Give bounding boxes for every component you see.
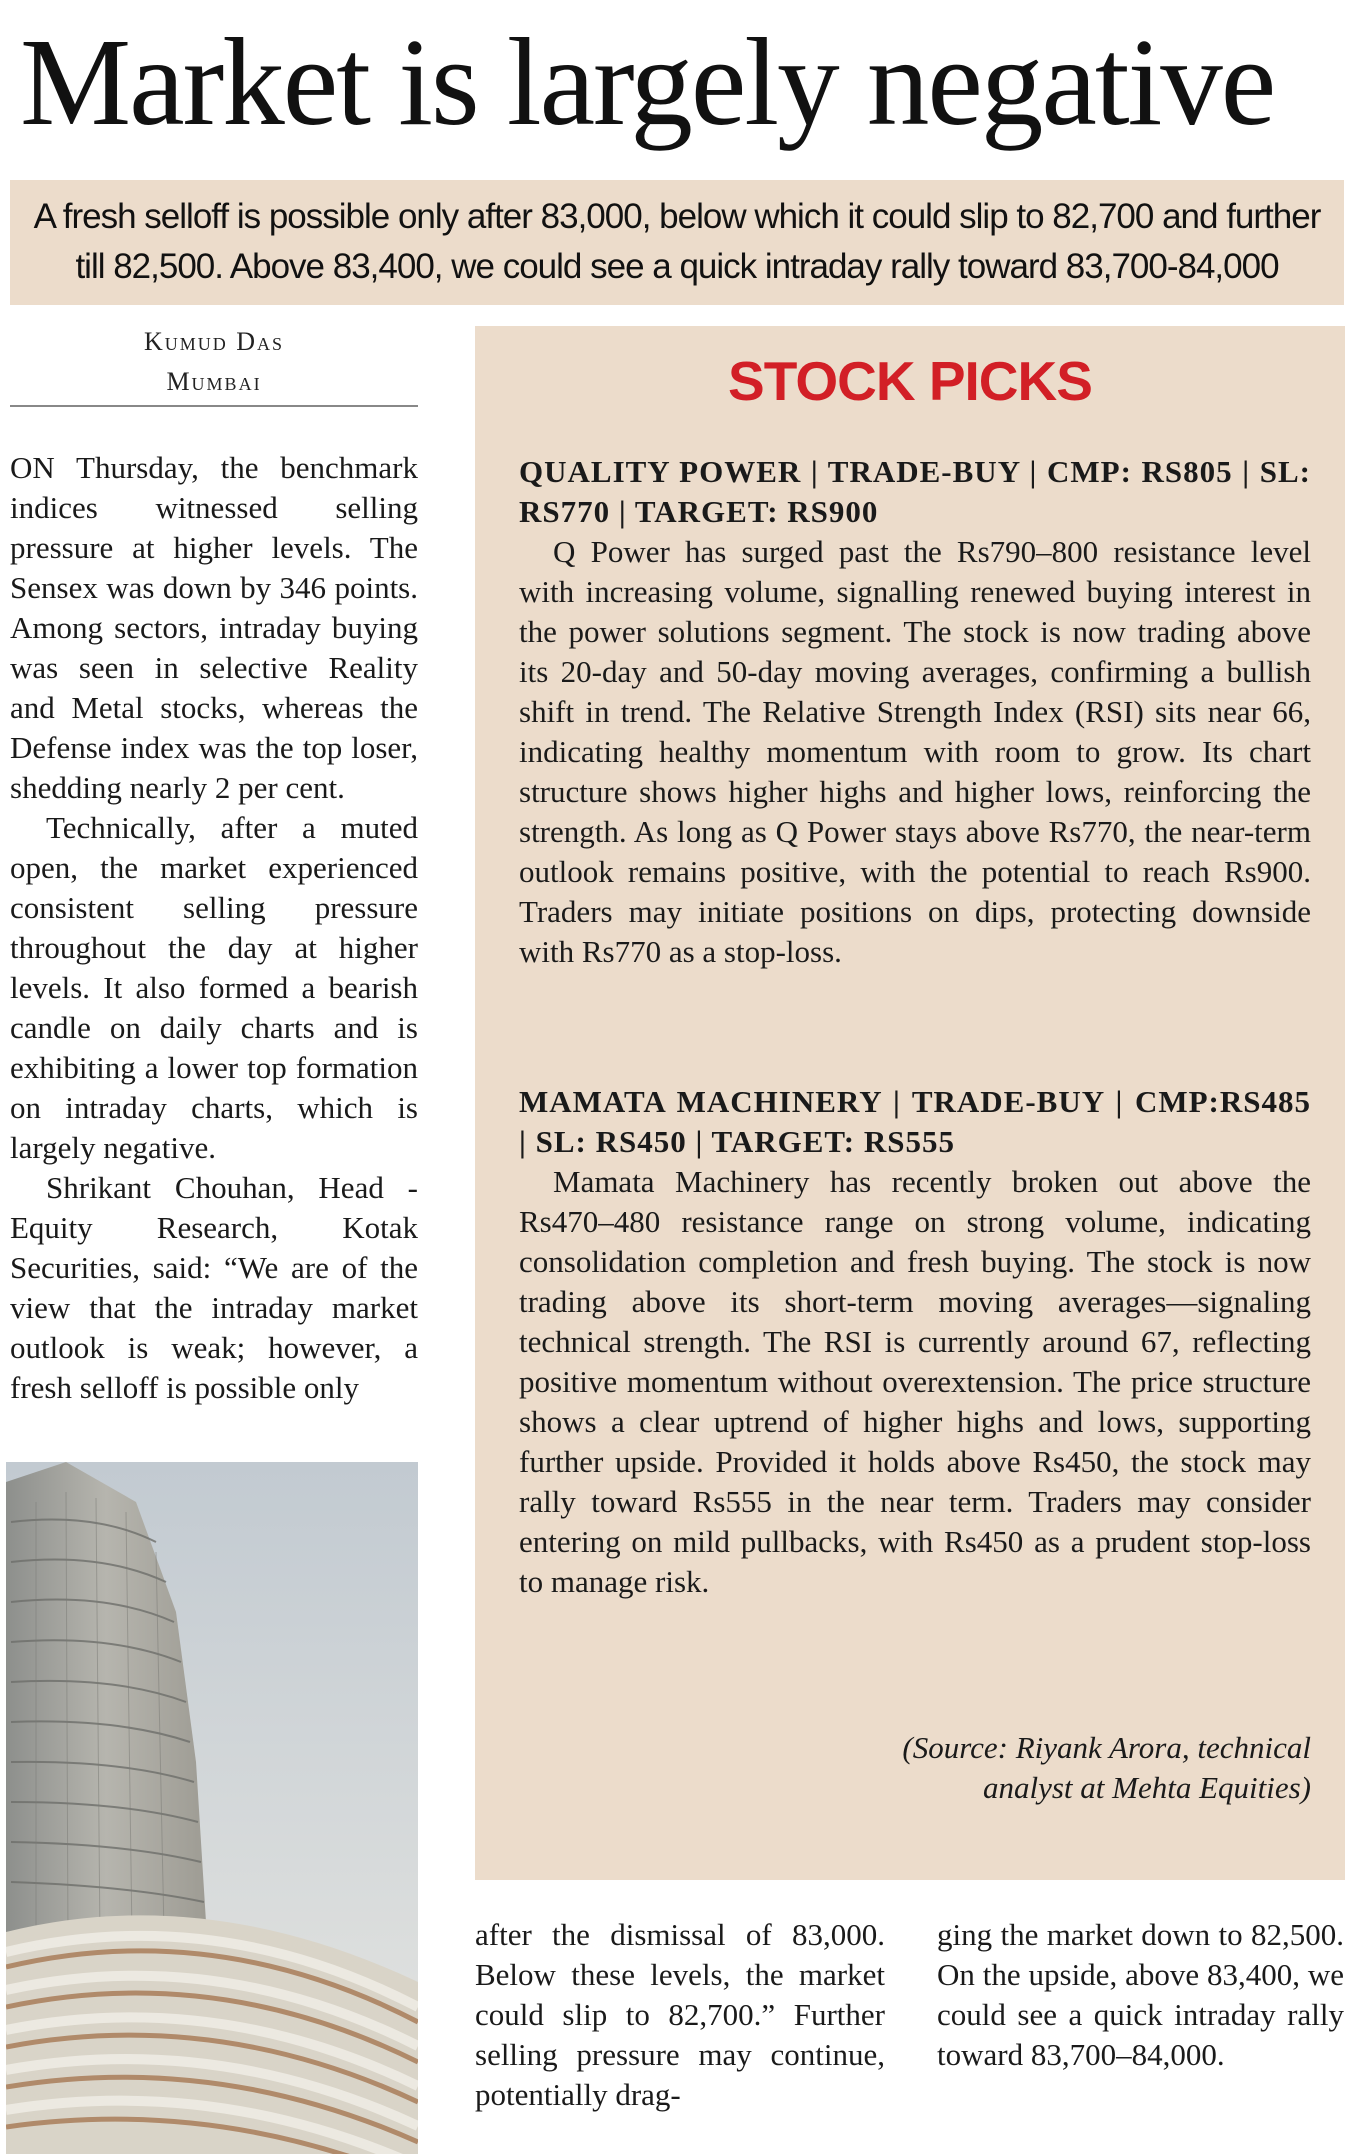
source-credit-line-1: (Source: Riyank Arora, technical — [902, 1730, 1311, 1765]
article-paragraph: ON Thursday, the benchmark indices witnessed selling pressure at higher levels. The Sensex was down by 346 points. Among sectors, intraday buying was seen in selective Reality and Metal stocks, whereas the Defense index was the top loser, shedding nearly 2 per cent. — [10, 450, 418, 805]
stock-pick-body: Mamata Machinery has recently broken out above the Rs470–480 resistance range on strong volume, indicating consolidation completion and fresh buying. The stock is now trading above its short-term moving averages—signaling technical strength. The RSI is currently around 67, reflecting positive momentum without overextension. The price structure shows a clear uptrend of higher highs and lows, supporting further upside. Provided it holds above Rs450, the stock may rally toward Rs555 in the near term. Traders may consider entering on mild pullbacks, with Rs450 as a prudent stop-loss to manage risk. — [519, 1164, 1311, 1599]
article-paragraph: Technically, after a muted open, the market experienced consistent selling pressure throughout the day at higher levels. It also formed a bearish candle on daily charts and is exhibiting a lower top formation on intraday charts, which is largely negative. — [10, 810, 418, 1165]
article-column-right — [937, 1915, 1344, 2075]
article-paragraph: Shrikant Chouhan, Head - Equity Research, Kotak Securities, said: “We are of the view that the intraday market outlook is weak; however, a fresh selloff is possible only — [10, 1170, 418, 1405]
stock-pick-heading: QUALITY POWER | TRADE-BUY | CMP: RS805 | SL: RS770 | TARGET: RS900 — [519, 454, 1311, 529]
article-paragraph: ging the market down to 82,500. On the upside, above 83,400, we could see a quick intraday rally toward 83,700–84,000. — [937, 1917, 1344, 2072]
stock-pick-quality-power — [519, 452, 1311, 972]
stock-picks-title: STOCK PICKS — [728, 350, 1092, 412]
headline: Market is largely negative — [20, 14, 1275, 152]
bse-building-photo — [6, 1462, 418, 2154]
bse-building-illustration — [6, 1462, 418, 2154]
byline-author: Kumud Das — [143, 327, 285, 356]
deck-line-2: till 82,500. Above 83,400, we could see a quick intraday rally toward 83,700-84,000 — [75, 247, 1279, 286]
byline-location: Mumbai — [166, 367, 262, 396]
byline — [10, 322, 418, 402]
deck-summary — [10, 180, 1344, 305]
source-credit — [519, 1728, 1311, 1808]
stock-pick-body: Q Power has surged past the Rs790–800 resistance level with increasing volume, signalling renewed buying interest in the power solutions segment. The stock is now trading above its 20-day and 50-day moving averages, confirming a bullish shift in trend. The Relative Strength Index (RSI) sits near 66, indicating healthy momentum with room to grow. Its chart structure shows higher highs and higher lows, reinforcing the strength. As long as Q Power stays above Rs770, the near-term outlook remains positive, with the potential to reach Rs900. Traders may initiate positions on dips, protecting downside with Rs770 as a stop-loss. — [519, 534, 1311, 969]
stock-pick-heading: MAMATA MACHINERY | TRADE-BUY | CMP:RS485 | SL: RS450 | TARGET: RS555 — [519, 1084, 1311, 1159]
article-paragraph: after the dismissal of 83,000. Below these levels, the market could slip to 82,700.” Further selling pressure may continue, potentially drag- — [475, 1917, 885, 2112]
article-column-middle — [475, 1915, 885, 2115]
stock-pick-mamata-machinery — [519, 1082, 1311, 1602]
stock-picks-panel — [475, 326, 1345, 1880]
deck-line-1: A fresh selloff is possible only after 83,000, below which it could slip to 82,700 and further — [33, 197, 1321, 236]
byline-divider — [10, 405, 418, 407]
article-column-left — [10, 448, 418, 1408]
source-credit-line-2: analyst at Mehta Equities) — [982, 1770, 1311, 1805]
